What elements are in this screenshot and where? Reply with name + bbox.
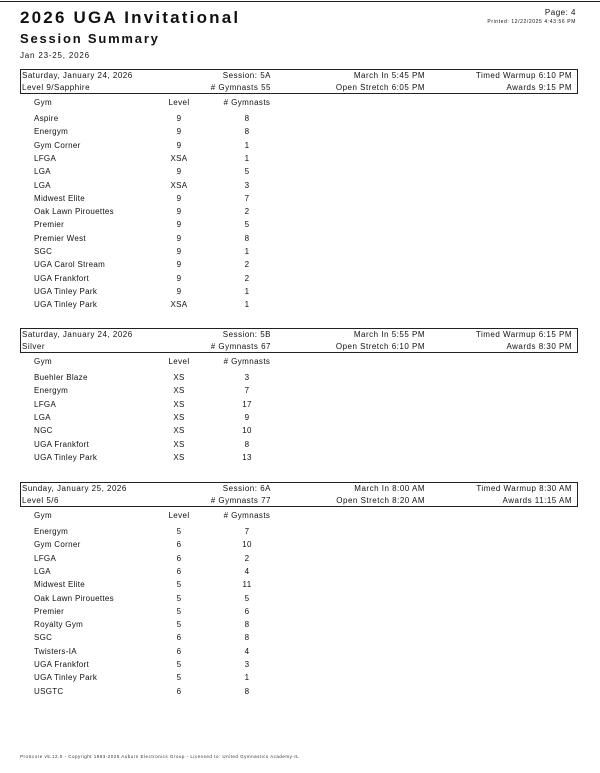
session-number: Session: 5B xyxy=(222,330,271,339)
gym-name: Energym xyxy=(34,386,69,396)
column-header-level: Level xyxy=(168,357,190,366)
gymnast-count: 9 xyxy=(244,412,250,422)
column-header-gym: Gym xyxy=(34,357,53,366)
march-in-time: March In 5:45 PM xyxy=(353,71,425,80)
gym-level: XS xyxy=(173,426,185,436)
gymnast-count: 8 xyxy=(244,114,250,123)
gymnast-count: 13 xyxy=(242,452,252,462)
gym-level: 9 xyxy=(176,140,182,150)
column-header-gymnasts: # Gymnasts xyxy=(223,98,271,107)
awards-time: Awards 9:15 PM xyxy=(506,83,572,92)
gym-level: 9 xyxy=(176,260,182,270)
gym-name: UGA Tinley Park xyxy=(34,452,98,462)
gym-name: Royalty Gym xyxy=(34,620,84,630)
gymnast-count: 3 xyxy=(244,660,250,669)
gym-name: Midwest Elite xyxy=(34,580,86,590)
gymnast-count: 5 xyxy=(244,167,250,177)
gymnast-count: 10 xyxy=(242,426,252,436)
gymnast-count: 2 xyxy=(244,207,250,217)
march-in-time: March In 8:00 AM xyxy=(354,484,425,493)
gymnast-count: 5 xyxy=(244,220,250,230)
gym-name: UGA Tinley Park xyxy=(34,286,98,296)
gym-level: 6 xyxy=(176,686,182,696)
gymnast-count: 5 xyxy=(244,593,250,603)
session-date: Saturday, January 24, 2026 xyxy=(22,330,133,339)
gymnast-count: 8 xyxy=(244,233,250,243)
gym-level: 5 xyxy=(176,527,182,536)
gym-level: 5 xyxy=(176,593,182,603)
gymnast-count: 1 xyxy=(244,286,250,296)
column-header-level: Level xyxy=(168,511,190,520)
gym-level: 9 xyxy=(176,286,182,296)
gym-level: XSA xyxy=(170,153,188,163)
footer-copyright: ProScore v5.12.0 - Copyright 1993-2025 Auburn Electronics Group - Licensed to: United Gymnastics Academy-IL xyxy=(20,754,300,759)
gym-level: 6 xyxy=(176,566,182,576)
gymnast-count: 7 xyxy=(244,527,250,536)
column-header-gymnasts: # Gymnasts xyxy=(223,357,271,366)
gym-level: 6 xyxy=(176,540,182,550)
timed-warmup-time: Timed Warmup 6:10 PM xyxy=(475,71,572,80)
gymnast-count: 4 xyxy=(244,646,250,656)
gym-level: 5 xyxy=(176,580,182,590)
open-stretch-time: Open Stretch 6:05 PM xyxy=(335,83,425,92)
gymnast-count: 8 xyxy=(244,686,250,696)
gym-name: LFGA xyxy=(34,399,57,409)
gym-name: UGA Tinley Park xyxy=(34,673,98,683)
gym-level: 6 xyxy=(176,633,182,643)
column-header-gymnasts: # Gymnasts xyxy=(223,511,271,520)
gym-name: UGA Tinley Park xyxy=(34,300,98,310)
meet-dates: Jan 23-25, 2026 xyxy=(20,51,90,60)
gym-level: 6 xyxy=(176,646,182,656)
awards-time: Awards 11:15 AM xyxy=(502,496,572,505)
session-date: Saturday, January 24, 2026 xyxy=(22,71,133,80)
gymnast-count: 3 xyxy=(244,373,250,382)
open-stretch-time: Open Stretch 8:20 AM xyxy=(336,496,425,505)
gym-level: XS xyxy=(173,386,185,396)
gym-level: 9 xyxy=(176,114,182,123)
gym-level: XSA xyxy=(170,180,188,190)
gym-name: Twisters-IA xyxy=(34,646,77,656)
gymnast-count: 2 xyxy=(244,273,250,283)
session-group: Silver xyxy=(22,342,46,351)
gym-level: XS xyxy=(173,452,185,462)
gymnast-count: 2 xyxy=(244,553,250,563)
open-stretch-time: Open Stretch 6:10 PM xyxy=(335,342,425,351)
gymnast-count: 1 xyxy=(244,140,250,150)
gym-level: 9 xyxy=(176,127,182,137)
gym-name: Premier xyxy=(34,606,65,616)
page-title: 2026 UGA Invitational xyxy=(20,8,241,27)
gymnast-count: 1 xyxy=(244,153,250,163)
gymnast-count: 8 xyxy=(244,633,250,643)
gym-name: LGA xyxy=(34,566,51,576)
gym-level: 9 xyxy=(176,233,182,243)
gym-level: 9 xyxy=(176,193,182,203)
session-gymnast-total: # Gymnasts 55 xyxy=(210,83,271,92)
gymnast-count: 6 xyxy=(244,606,250,616)
gymnast-count: 8 xyxy=(244,127,250,137)
gym-name: Premier West xyxy=(34,233,86,243)
gymnast-count: 10 xyxy=(242,540,252,550)
gym-name: Gym Corner xyxy=(34,540,81,550)
gym-name: UGA Frankfort xyxy=(34,439,90,449)
gym-name: Oak Lawn Pirouettes xyxy=(34,593,114,603)
gymnast-count: 4 xyxy=(244,566,250,576)
awards-time: Awards 8:30 PM xyxy=(506,342,572,351)
session-number: Session: 5A xyxy=(222,71,271,80)
column-header-gym: Gym xyxy=(34,511,53,520)
gym-level: 9 xyxy=(176,167,182,177)
gym-name: LGA xyxy=(34,180,51,190)
gym-name: NGC xyxy=(34,426,53,436)
session-group: Level 9/Sapphire xyxy=(22,83,91,92)
gym-level: XS xyxy=(173,399,185,409)
gym-level: 5 xyxy=(176,660,182,669)
gym-name: UGA Frankfort xyxy=(34,660,90,669)
gym-level: 9 xyxy=(176,273,182,283)
gym-name: Premier xyxy=(34,220,65,230)
session-header-box xyxy=(20,328,578,353)
gymnast-count: 2 xyxy=(244,260,250,270)
session-date: Sunday, January 25, 2026 xyxy=(22,484,127,493)
gymnast-count: 1 xyxy=(244,300,250,310)
gym-name: SGC xyxy=(34,633,53,643)
gym-level: XS xyxy=(173,439,185,449)
gym-name: Energym xyxy=(34,127,69,137)
gymnast-count: 1 xyxy=(244,673,250,683)
column-header-level: Level xyxy=(168,98,190,107)
gymnast-count: 1 xyxy=(244,247,250,256)
page-number: Page: 4 xyxy=(544,8,576,17)
gym-name: SGC xyxy=(34,247,53,256)
gym-level: 9 xyxy=(176,207,182,217)
gym-level: XS xyxy=(173,412,185,422)
gym-name: Aspire xyxy=(34,114,59,123)
gymnast-count: 11 xyxy=(242,580,252,590)
gym-level: 5 xyxy=(176,673,182,683)
column-header-gym: Gym xyxy=(34,98,53,107)
gym-name: Oak Lawn Pirouettes xyxy=(34,207,114,217)
gymnast-count: 8 xyxy=(244,620,250,630)
session-gymnast-total: # Gymnasts 77 xyxy=(210,496,271,505)
gymnast-count: 17 xyxy=(242,399,252,409)
gym-level: 6 xyxy=(176,553,182,563)
gym-name: LGA xyxy=(34,167,51,177)
gym-name: LFGA xyxy=(34,153,57,163)
gym-level: XSA xyxy=(170,300,188,310)
march-in-time: March In 5:55 PM xyxy=(353,330,425,339)
gym-level: XS xyxy=(173,373,185,382)
session-number: Session: 6A xyxy=(222,484,271,493)
gym-name: Midwest Elite xyxy=(34,193,86,203)
session-group: Level 5/6 xyxy=(22,496,59,505)
gym-name: UGA Frankfort xyxy=(34,273,90,283)
gym-name: Energym xyxy=(34,527,69,536)
gym-name: LFGA xyxy=(34,553,57,563)
top-rule xyxy=(0,1,600,2)
session-header-box xyxy=(20,482,578,507)
gymnast-count: 3 xyxy=(244,180,250,190)
session-header-box xyxy=(20,69,578,94)
gym-level: 5 xyxy=(176,620,182,630)
gym-name: LGA xyxy=(34,412,51,422)
gym-name: Buehler Blaze xyxy=(34,373,88,382)
gymnast-count: 7 xyxy=(244,193,250,203)
timed-warmup-time: Timed Warmup 8:30 AM xyxy=(476,484,572,493)
gym-level: 5 xyxy=(176,606,182,616)
gymnast-count: 7 xyxy=(244,386,250,396)
printed-timestamp: Printed: 12/22/2025 4:43:56 PM xyxy=(487,19,576,25)
gym-level: 9 xyxy=(176,247,182,256)
timed-warmup-time: Timed Warmup 6:15 PM xyxy=(475,330,572,339)
gym-name: UGA Carol Stream xyxy=(34,260,106,270)
gym-name: Gym Corner xyxy=(34,140,81,150)
gym-name: USGTC xyxy=(34,686,64,696)
gymnast-count: 8 xyxy=(244,439,250,449)
gym-level: 9 xyxy=(176,220,182,230)
report-subtitle: Session Summary xyxy=(20,31,160,46)
session-gymnast-total: # Gymnasts 67 xyxy=(210,342,271,351)
